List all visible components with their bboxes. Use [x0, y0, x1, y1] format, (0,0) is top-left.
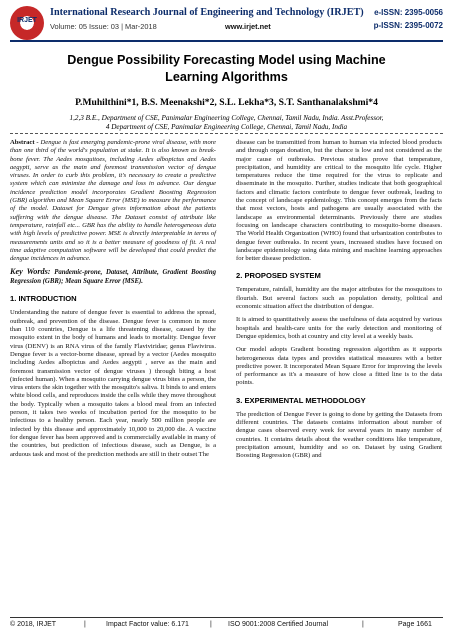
paper-title: Dengue Possibility Forecasting Model using Machine Learning Algorithms	[67, 53, 386, 84]
abstract	[10, 139, 216, 263]
left-column	[10, 139, 216, 464]
volume-info: Volume: 05 Issue: 03 | Mar-2018	[50, 22, 157, 31]
affiliations	[20, 114, 433, 132]
affiliation-line-2: 4 Department of CSE, Panimalar Engineering College, Chennai, Tamil Nadu, India	[105, 123, 348, 131]
keywords-text: Pandemic-prone, Dataset, Attribute, Gradient Boosting Regression (GBR); Mean Square Error (MSE).	[10, 269, 217, 285]
section-heading-proposed-system: 2. PROPOSED SYSTEM	[236, 271, 321, 281]
proposed-paragraph-1: Temperature, rainfall, humidity are the major attributes for the mosquitoes to flourish. But several factors such as population density, political and economic situation affect the distribution of dengue.	[236, 286, 442, 311]
logo-text: IRJET	[17, 17, 37, 24]
author-list: P.Muhilthini*1, B.S. Meenakshi*2, S.L. Lekha*3, S.T. Santhanalakshmi*4	[75, 97, 378, 108]
footer-separator: |	[210, 621, 212, 628]
proposed-paragraph-3: Our model adopts Gradient boosting regression algorithm as it supports heterogeneous data types and provides statistical measures with a better predictive power. It incorporated Mean Square Error for improving the levels of performance as it's a measure of how close a fitted line is to the data points.	[236, 346, 442, 387]
copyright: © 2018, IRJET	[10, 621, 57, 628]
header-rule	[10, 40, 443, 42]
iso-certification: ISO 9001:2008 Certified Journal	[228, 621, 329, 628]
eissn: e-ISSN: 2395-0056	[374, 8, 443, 17]
pissn: p-ISSN: 2395-0072	[373, 21, 443, 30]
abstract-label: Abstract -	[10, 139, 39, 146]
methodology-paragraph: The prediction of Dengue Fever is going to done by getting the Datasets from different countries. The datasets contains information about number of dengue cases observed every week for several years in many number of countries. It contains details about the weather conditions like temperature, precipitation amount, humidity and so on. Dataset by using Gradient Boosting Regression (GBR) and	[236, 410, 442, 460]
footer-separator: |	[362, 621, 364, 628]
proposed-paragraph-2: It is aimed to quantitatively assess the usefulness of data acquired by various hospitals and health-care units for the early detection and monitoring of Dengue epidemics, both at country and city level at a weekly basis.	[236, 316, 442, 340]
footer-separator: |	[84, 621, 86, 628]
impact-factor: Impact Factor value: 6.171	[106, 621, 189, 628]
page-number: Page 1661	[398, 621, 432, 628]
footer-rule	[10, 617, 443, 618]
intro-paragraph: Understanding the nature of dengue fever is essential to address the spread, outbreak, and prevention of the disease. Dengue fever is common in more than 110 countries, Dengue is a life threatening disease, caused by the mosquito extent in the body of humans and leads to mortality. Dengue fever virus (DENV) is an RNA virus of the family Flaviviridae; genus Flavivirus. Dengue fever is a vector-borne disease, spread by a vector (Aedes mosquito including Aedes albopictus and Aedes aegypti , serve as the main and foremost transmission vector of dengue viruses ) through biting a host (infected human). When a mosquito carrying dengue virus bites a person, the virus enters the skin together with the mosquito's saliva. It binds to and enters white blood cells, and reproduces inside the cells while they move throughout the body. Typically when a mosquito takes a blood meal from an infected person, it takes two weeks of incubation period for the mosquito to be infectious to a healthy person. Each year, nearly 500 million people are infected by this disease and approximately 10,000 to 20,000 die. A vaccine for dengue fever has been approved and is commercially available in many of the countries, but prediction of infectious disease, such as Dengue, is a arduous task and most of the prediction methods are still in their outset The	[10, 309, 216, 458]
journal-header	[10, 6, 443, 42]
title-divider	[10, 133, 443, 135]
section-heading-methodology: 3. EXPERIMENTAL METHODOLOGY	[236, 395, 366, 405]
section-heading-introduction: 1. INTRODUCTION	[10, 294, 77, 304]
abstract-text: Dengue is fast emerging pandemic-prone viral disease, with more than one third of the world's population at stake. It is also known as break-bone fever. The Aedes mosquitoes, including Aedes albopictus and Aedes aegypti, serve as the main and foremost transmission vector of dengue viruses. In order to curb this problem, it's necessary to create a predictive system which can minimize the damage and loss in advance. Our dengue incidence prediction model incorporates Gradient Boosting Regression (GBR) algorithm and Mean Square Error (MSE) to measure the performance of the model. Dataset for Dengue gives information about the patients suffering with the dengue disease. The Dataset consist of attribute like temperature, rainfall etc... GBR has the ability to handle heterogeneous data with high levels of predictive power. MSE is directly interpretable in terms of measurements units and so it is a better measure of goodness of fit. A real time adaptive computation software will be developed that could predict the dengue incidences in advance.	[10, 139, 216, 263]
keywords-label: Key Words:	[10, 267, 51, 277]
journal-name: International Research Journal of Engineering and Technology (IRJET)	[50, 7, 364, 18]
affiliation-line-1: 1,2,3 B.E., Department of CSE, Panimalar Engineering College, Chennai, Tamil Nadu, India. Asst.Professor,	[69, 114, 384, 122]
keywords	[10, 268, 216, 286]
journal-website-link[interactable]: www.irjet.net	[225, 22, 271, 31]
right-column	[236, 139, 442, 466]
intro-continued-paragraph: disease can be transmitted from human to human via infected blood products and through organ donation, but the chance is low and not considered as the major cause of outbreaks. Previous studies prove that temperature, precipitation, and humidity are critical to the mosquito life cycle. Higher temperatures reduce the time required for the virus to replicate and disseminate in the mosquito. Further, studies indicate that both geographical factors and climatic factors contribute to dengue fever outbreak, leading to the concept of landscape epidemiology. This concept emerges from the facts that most vectors, hosts and pathogens are usually associated with the landscape as environmental determinants. Previously there are studies focusing on landscape characters contributing to mosquito-borne diseases. The World Health Organization (WHO) found that urbanization contributes to dengue fever outbreaks. In recent years, increased studies have focused on landscape epidemiology using data mining and machine learning approaches for better disease prediction.	[236, 139, 442, 263]
